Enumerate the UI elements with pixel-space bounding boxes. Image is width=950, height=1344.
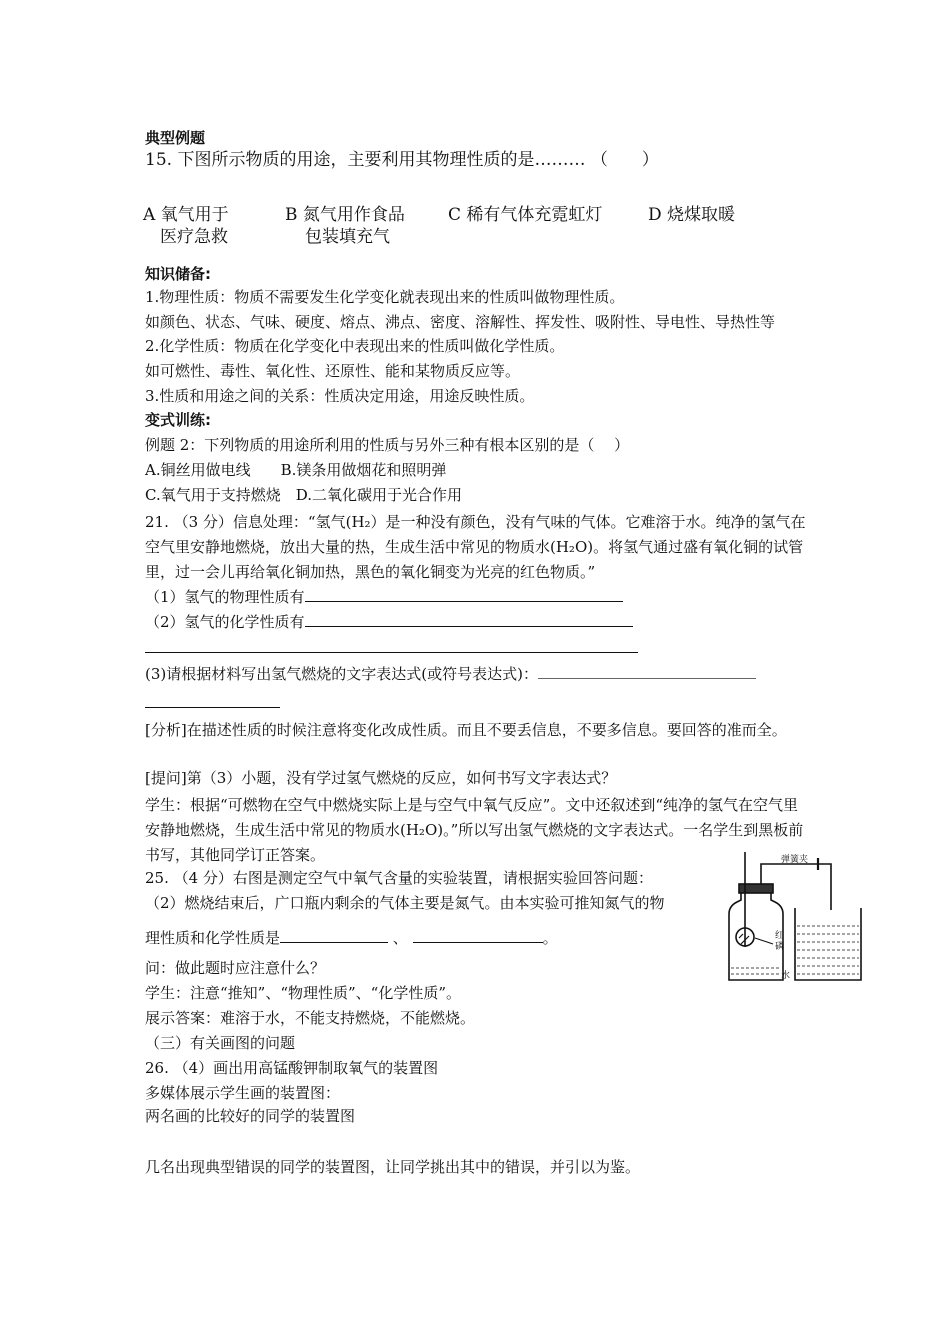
spring-clamp-label: 弹簧夹 — [781, 855, 809, 865]
q21-part3-blank-line2 — [145, 707, 280, 708]
q26-text: 26. （4）画出用高锰酸钾制取氧气的装置图 — [145, 1059, 439, 1077]
phosphorus-pointer — [755, 938, 773, 944]
q25-line-3-label: 理性质和化学性质是 — [145, 929, 281, 947]
training-line-1: 例题 2：下列物质的用途所利用的性质与另外三种有根本区别的是（ ） — [145, 436, 630, 454]
good-drawings-text: 两名画的比较好的同学的装置图 — [145, 1107, 356, 1125]
student-answer-text: 学生：根据“可燃物在空气中燃烧实际上是与空气中氧气反应”。文中还叙述到“纯净的氢气在空气里安静地燃烧，生成生活中常见的物质水(H₂O)。”所以写出氢气燃烧的文字表达式。一名学生到黑板前书写，其他同学订正答案。 — [145, 796, 804, 864]
q25-answer: 展示答案：难溶于水，不能支持燃烧，不能燃烧。 — [145, 1009, 476, 1027]
oxygen-content-apparatus-diagram — [715, 852, 865, 984]
beaker-water — [797, 926, 859, 974]
q21-part1 — [145, 585, 623, 607]
q21-part2-label: （2）氢气的化学性质有 — [145, 613, 305, 631]
q15-stem: 15. 下图所示物质的用途，主要利用其物理性质的是……… （ ） — [145, 150, 659, 170]
q21-text: 21. （3 分）信息处理：“氢气(H₂）是一种没有颜色，没有气味的气体。它难溶于水。纯净的氢气在空气里安静地燃烧，放出大量的热，生成生活中常见的物质水(H₂O)。将氢气通过盛有氧化铜的试管里，过一会儿再给氧化铜加热，黑色的氧化铜变为光亮的红色物质。” — [145, 513, 806, 581]
q25-blank-1 — [280, 926, 388, 943]
q21-part1-blank — [305, 585, 623, 602]
q15-option-b-line2: 包装填充气 — [305, 227, 390, 247]
red-phosphorus — [739, 934, 749, 944]
error-drawings-text: 几名出现典型错误的同学的装置图，让同学挑出其中的错误，并引以为鉴。 — [145, 1158, 641, 1176]
q25-period: 。 — [542, 929, 558, 947]
training-line-2: A.铜丝用做电线 B.镁条用做烟花和照明弹 — [145, 461, 447, 479]
q15-option-a-line1: A 氧气用于 — [143, 205, 229, 225]
bottle-water — [731, 968, 781, 974]
q25-line-3 — [145, 926, 558, 948]
water-label: 水 — [781, 971, 791, 981]
media-text: 多媒体展示学生画的装置图： — [145, 1084, 341, 1102]
phosphorus-label-1: 红 — [775, 931, 785, 941]
q15-option-d: D 烧煤取暖 — [648, 205, 736, 225]
knowledge-line-1: 1.物理性质：物质不需要发生化学变化就表现出来的性质叫做物理性质。 — [145, 288, 625, 306]
knowledge-line-5: 3.性质和用途之间的关系：性质决定用途，用途反映性质。 — [145, 387, 535, 405]
question-text: [提问]第（3）小题，没有学过氢气燃烧的反应，如何书写文字表达式？ — [145, 769, 617, 787]
q15-option-c: C 稀有气体充霓虹灯 — [448, 205, 603, 225]
knowledge-line-3: 2.化学性质：物质在化学变化中表现出来的性质叫做化学性质。 — [145, 337, 565, 355]
knowledge-line-2: 如颜色、状态、气味、硬度、熔点、沸点、密度、溶解性、挥发性、吸附性、导电性、导热性等 — [145, 313, 776, 331]
q21-part2 — [145, 610, 633, 632]
section-title-example: 典型例题 — [145, 129, 206, 147]
q21-part3 — [145, 662, 756, 684]
q21-part3-blank — [538, 662, 756, 679]
analysis-text: [分析]在描述性质的时候注意将变化改成性质。而且不要丢信息，不要多信息。要回答的准而全。 — [145, 721, 787, 739]
knowledge-line-4: 如可燃性、毒性、氧化性、还原性、能和某物质反应等。 — [145, 362, 521, 380]
q25-separator: 、 — [392, 929, 408, 947]
bottle-stopper — [739, 884, 773, 893]
q21-part1-label: （1）氢气的物理性质有 — [145, 588, 305, 606]
q25-line-1: 25. （4 分）右图是测定空气中氧气含量的实验装置，请根据实验回答问题： — [145, 869, 653, 887]
q25-line-2: （2）燃烧结束后，广口瓶内剩余的气体主要是氮气。由本实验可推知氮气的物 — [145, 894, 665, 912]
q15-option-a-line2: 医疗急救 — [160, 227, 228, 247]
part3-heading: （三）有关画图的问题 — [145, 1034, 296, 1052]
q25-blank-2 — [413, 926, 543, 943]
q15-option-b-line1: B 氮气用作食品 — [285, 205, 405, 225]
beaker — [795, 908, 861, 980]
knowledge-title: 知识储备: — [145, 265, 211, 283]
q21-part2-blank — [305, 610, 633, 627]
training-title: 变式训练: — [145, 411, 211, 429]
q25-ask: 问：做此题时应注意什么？ — [145, 959, 326, 977]
q25-student: 学生：注意“推知”、“物理性质”、“化学性质”。 — [145, 984, 462, 1002]
phosphorus-label-2: 磷 — [775, 942, 785, 952]
q21-part2-blank-line2 — [145, 652, 638, 653]
q21-part3-label: (3)请根据材料写出氢气燃烧的文字表达式(或符号表达式)： — [145, 665, 538, 683]
training-line-3: C.氧气用于支持燃烧 D.二氧化碳用于光合作用 — [145, 486, 462, 504]
